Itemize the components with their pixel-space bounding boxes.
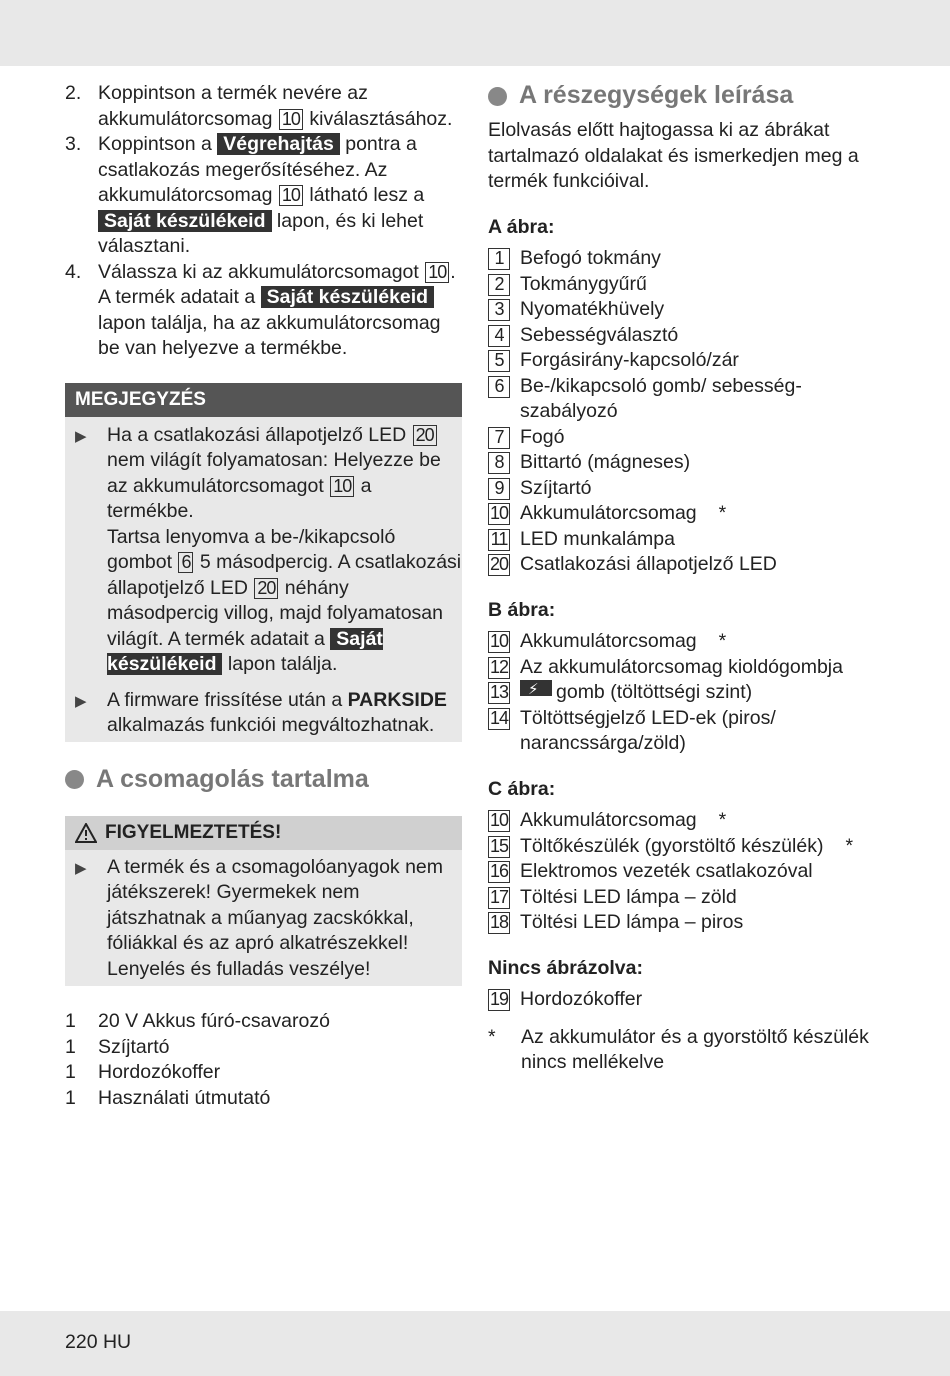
step-number: 4. [65, 260, 82, 283]
part-item [488, 987, 888, 1013]
ref-number: 6 [178, 552, 193, 573]
not-included-mark: * [718, 630, 727, 652]
battery-charge-icon [520, 680, 552, 696]
step-number: 3. [65, 133, 82, 155]
bottom-band [0, 1311, 950, 1376]
step-text-part: látható lesz a [303, 184, 425, 206]
warning-head [65, 816, 462, 850]
figure-c-list [488, 808, 888, 936]
part-number: 13 [490, 682, 509, 702]
step-text-part: kiválasztásához. [303, 107, 453, 130]
step-text-part: . A termék adatait a [98, 260, 456, 308]
part-label: Az akkumulátorcsomag kioldógombja [520, 655, 843, 678]
not-included-mark: * [718, 502, 727, 524]
note-text-part: néhány másodpercig villog, majd folyamatosan világít. A termék adatait a [107, 576, 443, 650]
part-number: 7 [488, 427, 510, 449]
part-number: 4 [488, 325, 510, 347]
note-text-part: A firmware frissítése után a [107, 688, 348, 711]
part-item [488, 348, 888, 374]
note-bullet-text [107, 423, 462, 678]
right-column [488, 81, 888, 1076]
content-qty: 1 [65, 1010, 76, 1032]
step-text-part: lapon, és ki lehet választani. [98, 209, 424, 257]
part-number: 12 [490, 656, 509, 677]
warning-text: A termék és a csomagolóanyagok nem játékszerek! Gyermekek nem játszhatnak a műanyag zacskókkal, fóliákkal és az apró alkatrészekkel! Lenyelés és fulladás veszélye! [107, 855, 444, 980]
part-number: 16 [490, 861, 509, 881]
figure-b-list [488, 629, 888, 757]
part-label: Akkumulátorcsomag [520, 809, 697, 831]
part-label: Nyomatékhüvely [520, 298, 665, 320]
part-item [488, 885, 888, 911]
content-item [65, 1086, 462, 1112]
part-label: Hordozókoffer [520, 988, 643, 1010]
part-number: 10 [490, 503, 509, 523]
part-number: 3 [488, 299, 510, 321]
part-label: Forgásirány-kapcsoló/zár [520, 349, 739, 371]
steps-list [65, 81, 462, 362]
part-number: 8 [488, 452, 510, 474]
part-item [488, 272, 888, 298]
ref-number: 20 [254, 578, 278, 599]
bullet-dot-icon [65, 770, 84, 789]
step-item [65, 132, 462, 260]
part-label: Szíjtartó [520, 476, 592, 499]
part-item [488, 297, 888, 323]
figure-a-title: A ábra: [488, 215, 555, 238]
warning-title: FIGYELMEZTETÉS! [105, 821, 282, 843]
part-label: Töltöttségjelző LED-ek (piros/ narancssárga/zöld) [520, 706, 776, 754]
part-item [488, 680, 888, 706]
content-qty: 1 [65, 1086, 76, 1109]
part-label: Töltési LED lámpa – zöld [520, 885, 737, 908]
bullet-dot-icon [488, 87, 507, 106]
part-number: 15 [490, 835, 509, 856]
highlight-label: Saját készülékeid [107, 627, 383, 675]
warning-triangle-icon [75, 823, 97, 843]
triangle-bullet-icon: ▶ [75, 692, 87, 710]
section-title-text: A csomagolás tartalma [96, 764, 369, 793]
content-name: Használati útmutató [98, 1086, 271, 1109]
content-qty: 1 [65, 1035, 76, 1058]
note-text-part: 5 másodpercig. A csatlakozási állapotjelző LED [107, 551, 462, 599]
part-label: Bittartó (mágneses) [520, 451, 691, 473]
part-item [488, 527, 888, 553]
part-label: LED munkalámpa [520, 527, 675, 550]
parts-section-title [488, 76, 888, 116]
footnote [488, 1025, 888, 1076]
footnote-text: Az akkumulátor és a gyorstöltő készülék nincs mellékelve [521, 1025, 869, 1073]
content-qty: 1 [65, 1061, 76, 1083]
warning-bullet [65, 850, 462, 987]
package-section-title [65, 760, 462, 800]
part-label: Tokmánygyűrű [520, 272, 647, 295]
part-item [488, 808, 888, 834]
part-number: 2 [488, 274, 510, 296]
part-number: 6 [488, 376, 510, 398]
part-label: Fogó [520, 425, 565, 448]
part-item [488, 501, 888, 527]
step-text [98, 81, 462, 132]
part-label: Töltőkészülék (gyorstöltő készülék) [520, 834, 824, 857]
highlight-label: Végrehajtás [217, 133, 340, 155]
part-number: 20 [490, 554, 509, 574]
step-text-part: pontra a csatlakozás megerősítéséhez. Az akkumulátorcsomag [98, 133, 417, 206]
part-item [488, 859, 888, 885]
ref-number: 10 [330, 476, 354, 497]
content-item [65, 1060, 462, 1086]
part-item [488, 910, 888, 936]
part-item [488, 450, 888, 476]
note-text-part: lapon találja. [222, 653, 338, 675]
step-text-part: lapon találja, ha az akkumulátorcsomag be van helyezve a termékbe. [98, 311, 441, 359]
part-label: Befogó tokmány [520, 247, 661, 269]
part-item [488, 476, 888, 502]
part-item [488, 323, 888, 349]
figure-b-title: B ábra: [488, 598, 556, 621]
triangle-bullet-icon: ▶ [75, 427, 87, 445]
step-text [98, 132, 462, 260]
content-item [65, 1009, 462, 1035]
part-label: Töltési LED lámpa – piros [520, 911, 744, 933]
not-shown-list [488, 987, 888, 1013]
step-text-part: Koppintson a termék nevére az akkumulátorcsomag [98, 82, 368, 130]
page-number: 220 HU [65, 1331, 132, 1353]
part-number: 10 [490, 631, 509, 651]
part-label: Akkumulátorcsomag [520, 502, 697, 524]
part-item [488, 246, 888, 272]
part-number: 17 [490, 886, 509, 907]
part-number: 14 [490, 707, 509, 728]
step-text-part: Válassza ki az akkumulátorcsomagot [98, 260, 425, 283]
part-label: Csatlakozási állapotjelző LED [520, 553, 777, 575]
part-label: Elektromos vezeték csatlakozóval [520, 860, 813, 882]
part-number: 10 [490, 810, 509, 830]
part-number: 18 [490, 912, 509, 932]
content-name: 20 V Akkus fúró-csavarozó [98, 1010, 330, 1032]
step-item [65, 81, 462, 132]
part-item [488, 552, 888, 578]
top-band [0, 0, 950, 66]
note-panel [65, 383, 462, 742]
part-label: Be-/kikapcsoló gomb/ sebesség-szabályozó [520, 374, 802, 422]
step-number: 2. [65, 82, 82, 104]
part-number: 11 [488, 529, 510, 551]
note-bullet-text [107, 688, 462, 739]
not-shown-title: Nincs ábrázolva: [488, 956, 643, 979]
part-item [488, 374, 888, 425]
part-item [488, 706, 888, 757]
step-item [65, 260, 462, 362]
note-text-part: alkalmazás funkciói megváltozhatnak. [107, 714, 435, 736]
content-name: Szíjtartó [98, 1035, 170, 1058]
ref-number: 10 [279, 185, 303, 206]
part-item [488, 834, 888, 860]
note-text-part: Tartsa lenyomva a be-/kikapcsoló gombot [107, 525, 396, 573]
part-label: Sebességválasztó [520, 323, 679, 346]
part-item [488, 629, 888, 655]
content-name: Hordozókoffer [98, 1061, 221, 1083]
not-included-mark: * [718, 809, 727, 831]
not-included-mark: * [845, 834, 854, 857]
footnote-mark: * [488, 1025, 496, 1048]
note-text-part: a termékbe. [107, 474, 372, 522]
highlight-label: Saját készülékeid [98, 210, 272, 232]
parts-intro: Elolvasás előtt hajtogassa ki az ábrákat tartalmazó oldalakat és ismerkedjen meg a termék funkcióival. [488, 119, 859, 192]
step-text-part: Koppintson a [98, 133, 218, 155]
left-column [65, 81, 462, 1111]
figure-a-list [488, 246, 888, 578]
part-number: 5 [488, 350, 510, 372]
highlight-label: Saját készülékeid [261, 286, 435, 308]
part-number: 1 [488, 248, 510, 270]
note-text-part: nem világít folyamatosan: Helyezze be az akkumulátorcsomagot [107, 449, 441, 497]
note-text-part: Ha a csatlakozási állapotjelző LED [107, 423, 412, 446]
brand-name: PARKSIDE [347, 688, 447, 711]
triangle-bullet-icon: ▶ [75, 859, 87, 877]
part-label: gomb (töltöttségi szint) [556, 681, 753, 703]
package-contents-list [65, 1009, 462, 1111]
note-bullet [65, 417, 462, 682]
content-item [65, 1035, 462, 1061]
warning-panel [65, 816, 462, 987]
section-title-text: A részegységek leírása [519, 81, 794, 110]
part-number: 19 [490, 989, 509, 1009]
ref-number: 10 [279, 109, 303, 130]
note-bullet [65, 682, 462, 742]
part-item [488, 425, 888, 451]
ref-number: 20 [413, 425, 437, 446]
ref-number: 10 [425, 262, 449, 283]
step-text [98, 260, 462, 362]
part-label: Akkumulátorcsomag [520, 630, 697, 652]
part-item [488, 655, 888, 681]
note-title: MEGJEGYZÉS [65, 383, 462, 417]
figure-c-title: C ábra: [488, 777, 556, 800]
part-number: 9 [488, 478, 510, 500]
